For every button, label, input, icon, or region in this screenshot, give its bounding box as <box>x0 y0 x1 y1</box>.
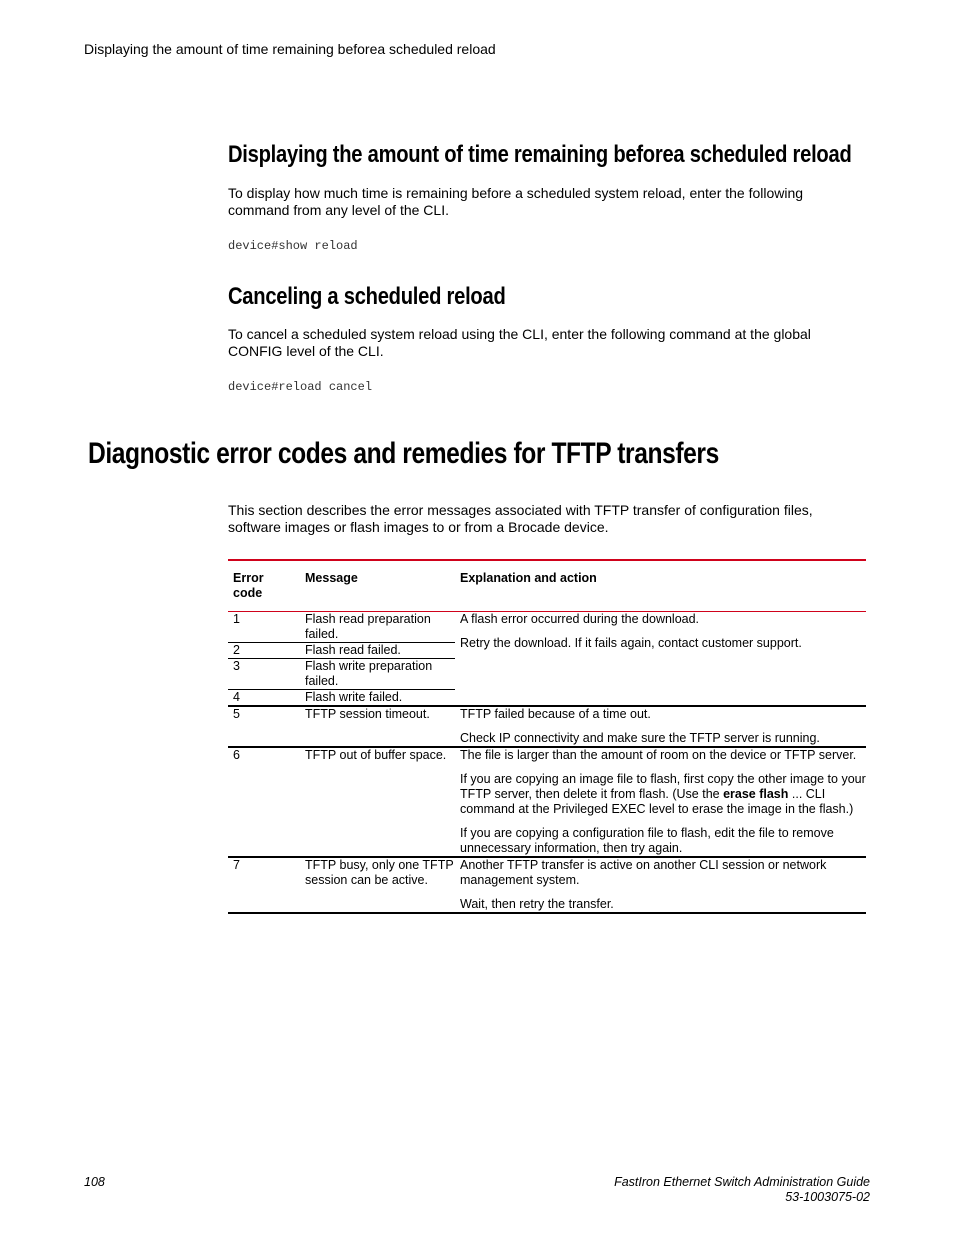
error-code-cell: 2 <box>228 643 300 659</box>
error-code-cell: 4 <box>233 690 240 704</box>
message-cell: TFTP out of buffer space. <box>305 748 447 762</box>
cli-keyword: erase flash <box>723 787 789 801</box>
explanation-text: Retry the download. If it fails again, contact customer support. <box>460 636 802 650</box>
header-explanation: Explanation and action <box>460 571 597 585</box>
table-row <box>228 612 866 643</box>
document-footer <box>614 1175 870 1205</box>
page-number: 108 <box>84 1175 105 1189</box>
header-message: Message <box>305 571 358 585</box>
section-intro-show-reload: To display how much time is remaining before a scheduled system reload, enter the following command from any level of the CLI. <box>228 185 804 218</box>
section-intro-tftp-errors: This section describes the error messages associated with TFTP transfer of configuration files, software images or flash images to or from a Brocade device. <box>228 502 813 535</box>
message-cell: Flash read failed. <box>300 643 455 659</box>
explanation-text: The file is larger than the amount of room on the device or TFTP server. <box>460 748 857 762</box>
section-intro-cancel-reload: To cancel a scheduled system reload using the CLI, enter the following command at the global CONFIG level of the CLI. <box>228 326 811 359</box>
explanation-text: TFTP failed because of a time out. <box>460 707 651 721</box>
doc-title: FastIron Ethernet Switch Administration Guide <box>614 1175 870 1189</box>
table-row <box>228 747 866 857</box>
error-code-cell: 3 <box>228 659 300 690</box>
error-code-cell: 5 <box>233 707 240 721</box>
running-header: Displaying the amount of time remaining beforea scheduled reload <box>84 41 496 57</box>
explanation-text-part: ... CLI command at the Privileged EXEC level to erase the image in the flash.) <box>460 787 854 816</box>
explanation-cell <box>455 612 866 707</box>
explanation-text <box>460 772 866 817</box>
message-cell: TFTP session timeout. <box>305 707 430 721</box>
section-title-cancel-reload: Canceling a scheduled reload <box>228 283 506 310</box>
cli-command-show-reload: device#show reload <box>228 239 358 253</box>
explanation-cell <box>455 747 866 857</box>
message-cell: Flash read preparation failed. <box>300 612 455 643</box>
header-error-code-line2: code <box>233 586 263 600</box>
explanation-text: Another TFTP transfer is active on another CLI session or network management system. <box>460 858 827 887</box>
chapter-title-tftp-errors: Diagnostic error codes and remedies for TFTP transfers <box>88 437 719 470</box>
error-code-cell: 6 <box>233 748 240 762</box>
doc-number: 53-1003075-02 <box>785 1190 870 1204</box>
explanation-text: Wait, then retry the transfer. <box>460 897 614 911</box>
explanation-text-part: If you are copying an image file to flash, first copy the other image to your TFTP server, then delete it from flash. (Use the <box>460 772 866 801</box>
cli-command-reload-cancel: device#reload cancel <box>228 380 373 394</box>
message-cell: Flash write failed. <box>305 690 403 704</box>
explanation-cell <box>455 857 866 913</box>
header-error-code-line1: Error <box>233 571 264 585</box>
table-row <box>228 857 866 913</box>
explanation-text: If you are copying a configuration file to flash, edit the file to remove unnecessary information, then try again. <box>460 826 834 855</box>
error-code-cell: 1 <box>228 612 300 643</box>
tftp-error-table <box>228 559 866 914</box>
message-cell: Flash write preparation failed. <box>300 659 455 690</box>
error-code-cell: 7 <box>233 858 240 872</box>
message-cell: TFTP busy, only one TFTP session can be active. <box>305 858 454 887</box>
section-title-show-reload: Displaying the amount of time remaining beforea scheduled reload <box>228 141 852 168</box>
explanation-cell <box>455 706 866 747</box>
explanation-text: Check IP connectivity and make sure the TFTP server is running. <box>460 731 820 745</box>
header-error-code <box>228 560 300 612</box>
table-row <box>228 706 866 747</box>
table-header-row <box>228 560 866 612</box>
explanation-text: A flash error occurred during the download. <box>460 612 700 626</box>
